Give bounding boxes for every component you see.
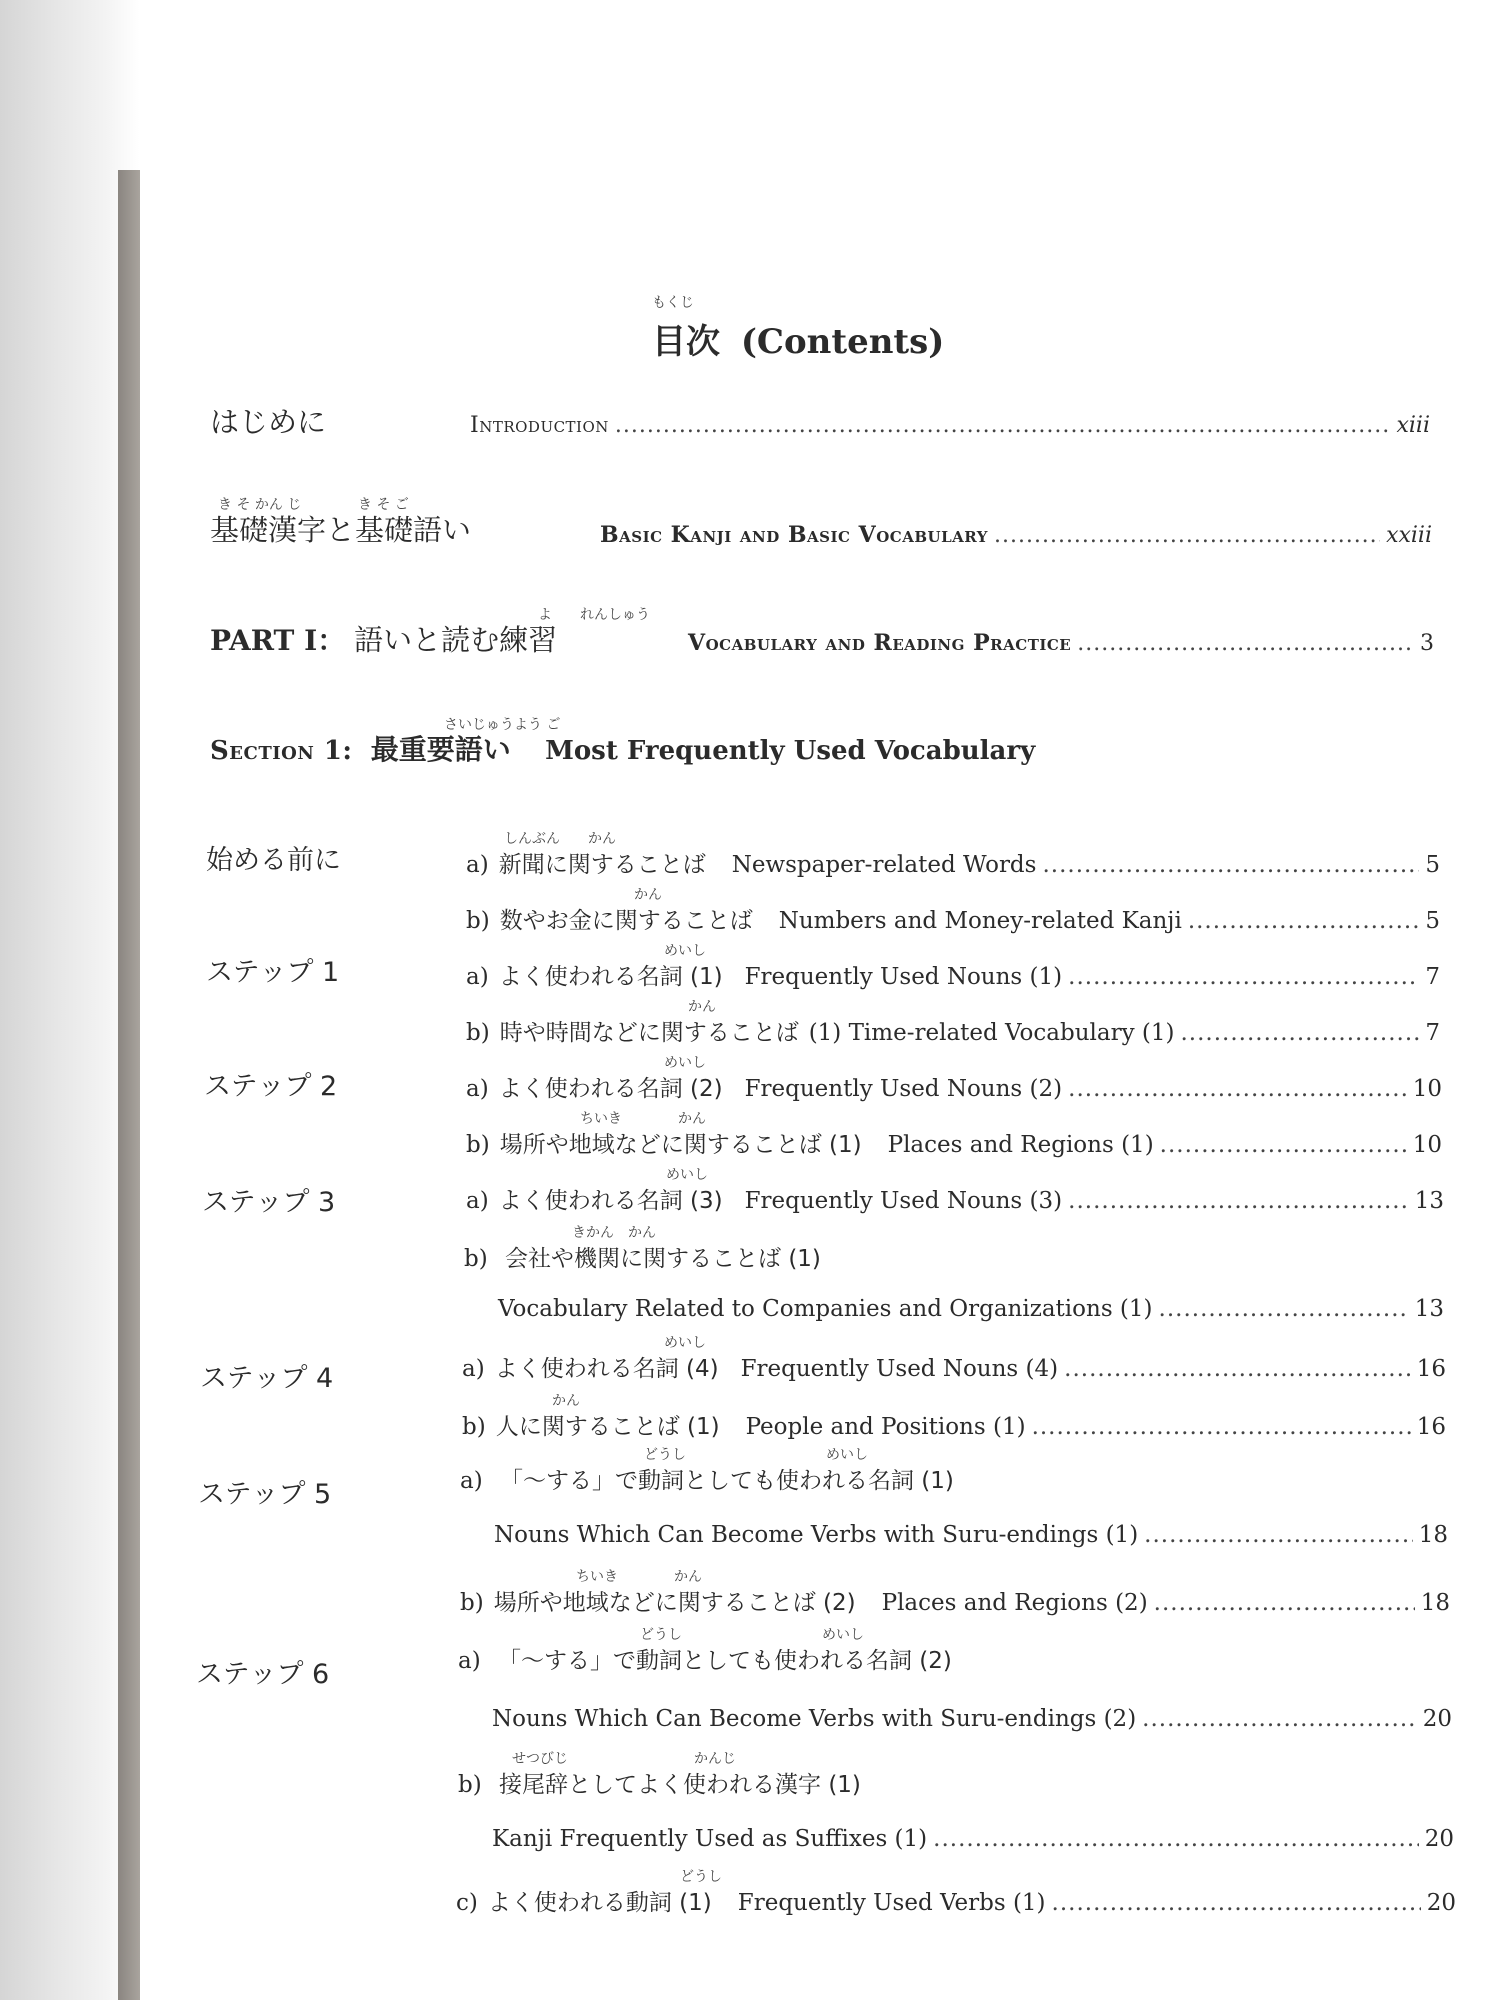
basic-jp: 基礎漢字と基礎語い	[210, 513, 472, 547]
basic-page: xxiii	[1386, 523, 1432, 548]
leader-dots	[933, 1826, 1419, 1852]
toc-entry-suru-2-jp[interactable]	[458, 1642, 952, 1675]
step-label-2: ステップ 2	[204, 1071, 338, 1102]
entry-page: 20	[1422, 1706, 1452, 1732]
part1-jp: 語いと読む練習	[354, 623, 558, 657]
entry-marker: c)	[456, 1890, 478, 1916]
entry-page: 13	[1414, 1296, 1444, 1322]
entry-ruby: かん	[634, 887, 662, 903]
part1-heading	[210, 618, 557, 659]
step-label-1: ステップ 1	[206, 957, 340, 988]
part1-page: 3	[1420, 631, 1434, 656]
entry-en: Newspaper-related Words	[731, 852, 1037, 878]
entry-ruby: ちいき かん	[576, 1569, 702, 1585]
toc-entry-nouns-3[interactable]	[466, 1182, 1444, 1215]
entry-jp: 「～する」で動詞としても使われる名詞 (2)	[498, 1648, 952, 1674]
entry-marker: a)	[466, 852, 489, 878]
leader-dots	[1154, 1590, 1415, 1616]
entry-en: Frequently Used Nouns (3)	[744, 1188, 1063, 1214]
entry-jp: 新聞に関することば	[498, 852, 706, 878]
toc-entry-places-2[interactable]	[460, 1584, 1450, 1617]
basic-en: Basic Kanji and Basic Vocabulary	[600, 522, 988, 548]
entry-page: 16	[1416, 1356, 1446, 1382]
leader-dots	[1042, 852, 1419, 878]
contents-page	[140, 0, 1500, 2000]
leader-dots	[1032, 1414, 1411, 1440]
part1-ruby-2: れんしゅう	[580, 607, 650, 623]
entry-page: 18	[1418, 1522, 1448, 1548]
intro-en: Introduction	[470, 413, 609, 438]
entry-page: 10	[1412, 1132, 1442, 1158]
entry-marker: a)	[460, 1468, 483, 1494]
leader-dots	[1068, 1076, 1407, 1102]
entry-jp: よく使われる名詞 (4)	[494, 1356, 719, 1382]
entry-ruby: めいし	[664, 943, 706, 959]
entry-page: 18	[1420, 1590, 1450, 1616]
entry-jp: 接尾辞としてよく使われる漢字 (1)	[499, 1772, 861, 1798]
toc-entry-companies-en[interactable]	[498, 1296, 1444, 1322]
entry-jp: よく使われる名詞 (1)	[498, 964, 723, 990]
entry-marker: b)	[458, 1772, 482, 1798]
entry-marker: b)	[464, 1246, 488, 1272]
entry-ruby: せつびじ かんじ	[512, 1751, 736, 1767]
intro-jp: はじめに	[210, 405, 327, 439]
section1-en: Most Frequently Used Vocabulary	[545, 736, 1036, 766]
toc-entry-suru-1-jp[interactable]	[460, 1462, 954, 1495]
leader-dots	[1068, 964, 1419, 990]
toc-entry-nouns-2[interactable]	[466, 1070, 1442, 1103]
entry-ruby: かん	[552, 1393, 580, 1409]
entry-marker: a)	[466, 1188, 489, 1214]
entry-page: 7	[1425, 1020, 1440, 1046]
entry-ruby: ちいき かん	[580, 1111, 706, 1127]
entry-ruby: どうし めいし	[644, 1447, 868, 1463]
entry-page: 13	[1414, 1188, 1444, 1214]
toc-entry-verbs-1[interactable]	[456, 1884, 1456, 1917]
basic-ruby-2: き そ ご	[358, 497, 409, 513]
toc-entry-newspaper[interactable]	[466, 846, 1440, 879]
leader-dots	[1144, 1522, 1413, 1548]
entry-marker: a)	[458, 1648, 481, 1674]
entry-ruby: きかん かん	[572, 1225, 656, 1241]
entry-en: Frequently Used Verbs (1)	[737, 1890, 1046, 1916]
entry-jp: 「～する」で動詞としても使われる名詞 (1)	[500, 1468, 954, 1494]
entry-jp: 場所や地域などに関することば (1)	[499, 1132, 862, 1158]
entry-ruby: かん	[688, 999, 716, 1015]
entry-marker: b)	[466, 908, 490, 934]
entry-ruby: めいし	[664, 1055, 706, 1071]
leader-dots	[1142, 1706, 1417, 1732]
toc-row-part1[interactable]	[688, 630, 1434, 656]
entry-marker: b)	[462, 1414, 486, 1440]
title-en: (Contents)	[740, 322, 945, 362]
entry-marker: b)	[466, 1020, 490, 1046]
title-ruby: もくじ	[652, 295, 694, 311]
toc-entry-time[interactable]	[466, 1014, 1440, 1047]
entry-en: Frequently Used Nouns (4)	[740, 1356, 1059, 1382]
entry-en: Nouns Which Can Become Verbs with Suru-endings (1)	[494, 1522, 1139, 1548]
toc-entry-people[interactable]	[462, 1408, 1446, 1441]
section1-ruby: さいじゅうよう ご	[444, 717, 561, 733]
entry-jp: 人に関することば (1)	[495, 1414, 720, 1440]
leader-dots	[1160, 1132, 1407, 1158]
entry-ruby: どうし めいし	[640, 1627, 864, 1643]
page-edge	[118, 170, 140, 2000]
section1-heading	[210, 728, 1035, 768]
step-label-6: ステップ 6	[196, 1659, 330, 1690]
toc-entry-suffixes-jp[interactable]	[458, 1766, 861, 1799]
entry-en: People and Positions (1)	[745, 1414, 1026, 1440]
toc-entry-numbers[interactable]	[466, 902, 1440, 935]
toc-entry-nouns-1[interactable]	[466, 958, 1440, 991]
leader-dots	[1052, 1890, 1421, 1916]
entry-page: 20	[1426, 1890, 1456, 1916]
entry-jp: 場所や地域などに関することば (2)	[493, 1590, 856, 1616]
entry-en: Frequently Used Nouns (1)	[744, 964, 1063, 990]
step-label-5: ステップ 5	[198, 1479, 332, 1510]
step-label-intro: 始める前に	[206, 845, 341, 876]
entry-en: Frequently Used Nouns (2)	[744, 1076, 1063, 1102]
entry-ruby: しんぶん かん	[504, 831, 616, 847]
part1-ruby-1: よ	[538, 607, 552, 623]
page-title	[652, 314, 944, 363]
entry-jp: よく使われる名詞 (3)	[498, 1188, 723, 1214]
title-jp: 目次	[652, 322, 720, 362]
toc-entry-companies-jp[interactable]	[464, 1240, 821, 1273]
entry-marker: a)	[462, 1356, 485, 1382]
entry-marker: a)	[466, 964, 489, 990]
entry-jp: 会社や機関に関することば (1)	[505, 1246, 821, 1272]
toc-entry-places-1[interactable]	[466, 1126, 1442, 1159]
step-label-3: ステップ 3	[202, 1187, 336, 1218]
entry-ruby: めいし	[666, 1167, 708, 1183]
leader-dots	[615, 413, 1391, 438]
entry-en: Kanji Frequently Used as Suffixes (1)	[492, 1826, 928, 1852]
leader-dots	[1188, 908, 1420, 934]
entry-jp: よく使われる動詞 (1)	[487, 1890, 712, 1916]
entry-page: 16	[1416, 1414, 1446, 1440]
section1-jp: 最重要語い	[370, 733, 511, 766]
entry-ruby: どうし	[680, 1869, 722, 1885]
entry-en: Places and Regions (2)	[881, 1590, 1148, 1616]
entry-jp: 時や時間などに関することば	[499, 1020, 799, 1046]
toc-entry-suru-1-en[interactable]	[494, 1522, 1448, 1548]
entry-page: 5	[1425, 852, 1440, 878]
leader-dots	[1068, 1188, 1409, 1214]
leader-dots	[1064, 1356, 1411, 1382]
entry-en: Vocabulary Related to Companies and Organizations (1)	[498, 1296, 1153, 1322]
leader-dots	[994, 523, 1380, 548]
entry-marker: a)	[466, 1076, 489, 1102]
entry-jp: よく使われる名詞 (2)	[498, 1076, 723, 1102]
toc-row-introduction[interactable]	[470, 413, 1430, 438]
entry-en: Places and Regions (1)	[887, 1132, 1154, 1158]
entry-en: (1) Time-related Vocabulary (1)	[808, 1020, 1175, 1046]
entry-jp: 数やお金に関することば	[499, 908, 753, 934]
toc-entry-suru-2-en[interactable]	[492, 1706, 1452, 1732]
leader-dots	[1159, 1296, 1409, 1322]
toc-entry-suffixes-en[interactable]	[492, 1826, 1454, 1852]
entry-page: 7	[1425, 964, 1440, 990]
entry-marker: b)	[466, 1132, 490, 1158]
part1-en: Vocabulary and Reading Practice	[688, 630, 1072, 656]
intro-page: xiii	[1396, 413, 1430, 438]
entry-page: 10	[1412, 1076, 1442, 1102]
part1-label: PART I：	[210, 624, 346, 657]
step-label-4: ステップ 4	[200, 1363, 334, 1394]
entry-ruby: めいし	[664, 1335, 706, 1351]
leader-dots	[1077, 631, 1414, 656]
entry-page: 20	[1424, 1826, 1454, 1852]
toc-row-basic[interactable]	[600, 522, 1432, 548]
section1-label: Section 1:	[210, 736, 353, 766]
toc-entry-nouns-4[interactable]	[462, 1350, 1446, 1383]
entry-marker: b)	[460, 1590, 484, 1616]
entry-en: Nouns Which Can Become Verbs with Suru-endings (2)	[492, 1706, 1137, 1732]
leader-dots	[1180, 1020, 1419, 1046]
entry-en: Numbers and Money-related Kanji	[778, 908, 1182, 934]
entry-page: 5	[1425, 908, 1440, 934]
basic-ruby-1: き そ かん じ	[218, 497, 302, 513]
